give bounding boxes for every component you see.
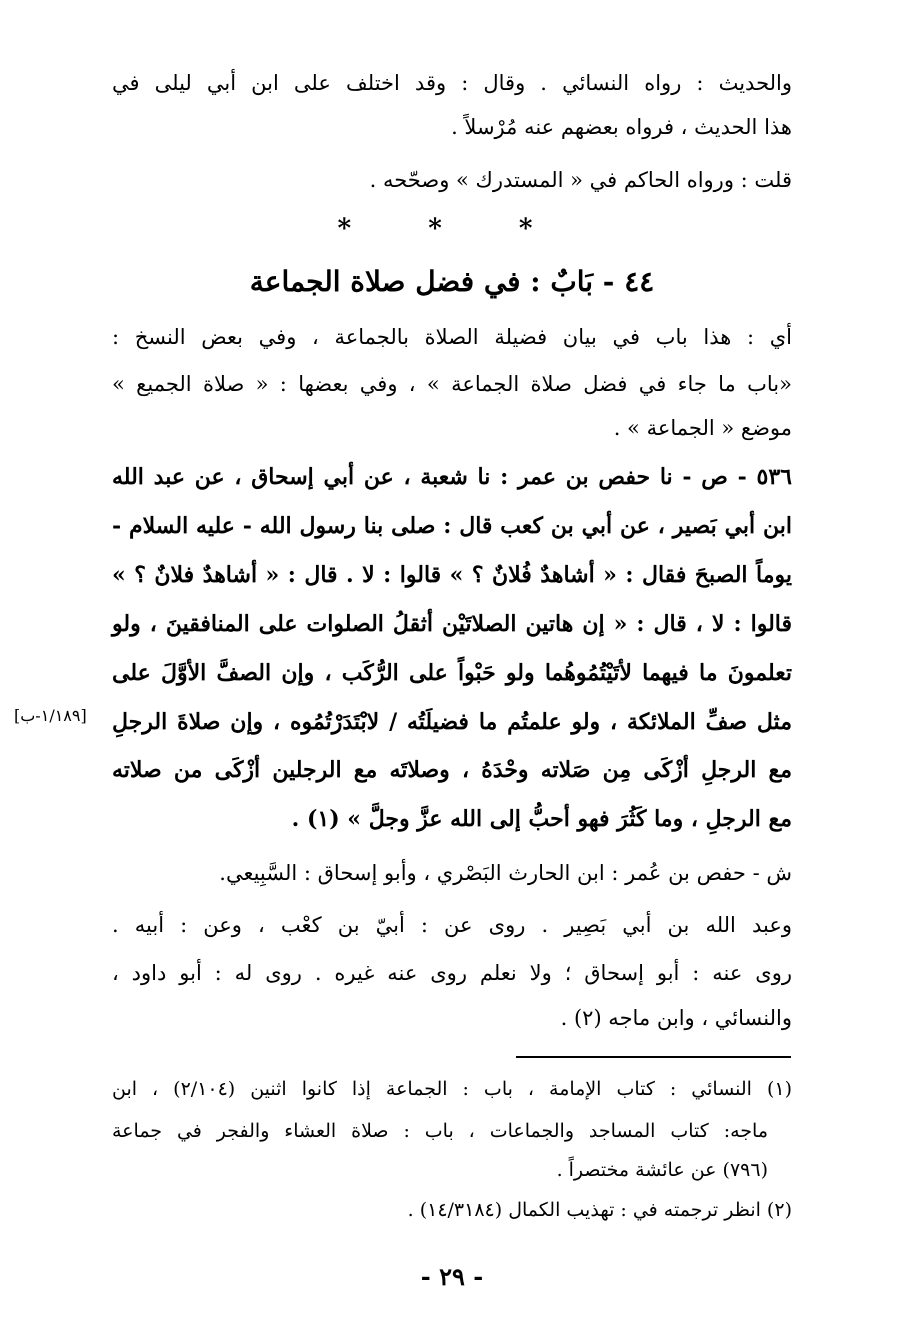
intro-line: والحديث : رواه النسائي . وقال : وقد اختلف على ابن أبي ليلى في	[112, 71, 792, 95]
footnote-line: (٧٩٦) عن عائشة مختصراً .	[556, 1159, 768, 1181]
sharh-line: والنسائي ، وابن ماجه (٢) .	[560, 1006, 792, 1030]
explanation-line: «باب ما جاء في فضل صلاة الجماعة » ، وفي بعضها : « صلاة الجميع »	[112, 372, 792, 396]
hadith-line: قالوا : لا ، قال : « إن هاتين الصلاتَيْن أثقلُ الصلوات على المنافقينَ ، ولو	[112, 611, 792, 637]
hadith-line: يوماً الصبحَ فقال : « أشاهدٌ فُلانٌ ؟ » قالوا : لا . قال : « أشاهدٌ فلانٌ ؟ »	[112, 562, 792, 588]
explanation-line: أي : هذا باب في بيان فضيلة الصلاة بالجماعة ، وفي بعض النسخ :	[112, 325, 792, 349]
sharh-line: روى عنه : أبو إسحاق ؛ ولا نعلم روى عنه غيره . روى له : أبو داود ،	[112, 961, 792, 985]
explanation-line: موضع « الجماعة » .	[613, 416, 792, 440]
hadith-line: ابن أبي بَصير ، عن أبي بن كعب قال : صلى بنا رسول الله - عليه السلام -	[112, 513, 792, 539]
hadith-line: ٥٣٦ - ص - نا حفص بن عمر : نا شعبة ، عن أبي إسحاق ، عن عبد الله	[112, 464, 792, 490]
hadith-line: مع الرجلِ ، وما كَثُرَ فهو أحبُّ إلى الله عزَّ وجلَّ » (١) .	[291, 806, 792, 832]
intro-line: قلت : ورواه الحاكم في « المستدرك » وصحّحه .	[369, 168, 792, 192]
chapter-heading: ٤٤ - بَابٌ : في فضل صلاة الجماعة	[249, 265, 655, 298]
footnote-separator-rule	[516, 1056, 791, 1058]
section-separator-stars: * * *	[337, 214, 567, 244]
hadith-line: مع الرجلِ أزْكَى مِن صَلاته وحْدَهُ ، وصلاتَه مع الرجلين أزْكَى من صلاته	[112, 757, 792, 783]
sharh-line: وعبد الله بن أبي بَصِير . روى عن : أبيّ بن كعْب ، وعن : أبيه .	[112, 913, 792, 937]
footnote-line: (١) النسائي : كتاب الإمامة ، باب : الجماعة إذا كانوا اثنين (٢/١٠٤) ، ابن	[112, 1078, 792, 1100]
hadith-line: تعلمونَ ما فيهما لأتَيْتُمُوهُما ولو حَبْواً على الرُّكَب ، وإن الصفَّ الأوَّلَ على	[112, 660, 792, 686]
footnote-line: ماجه: كتاب المساجد والجماعات ، باب : صلاة العشاء والفجر في جماعة	[112, 1120, 768, 1142]
intro-line: هذا الحديث ، فرواه بعضهم عنه مُرْسلاً .	[451, 115, 792, 139]
footnote-line: (٢) انظر ترجمته في : تهذيب الكمال (١٤/٣١٨٤) .	[407, 1199, 792, 1221]
sharh-line: ش - حفص بن عُمر : ابن الحارث البَصْري ، وأبو إسحاق : السَّبِيعي.	[219, 861, 792, 885]
hadith-line: مثل صفِّ الملائكة ، ولو علمتُم ما فضيلَتُه / لابْتَدَرْتُمُوه ، وإن صلاةَ الرجلِ	[112, 709, 792, 735]
page-number: - ٢٩ -	[420, 1262, 484, 1291]
manuscript-folio-marker: [١/١٨٩-ب]	[14, 706, 87, 725]
